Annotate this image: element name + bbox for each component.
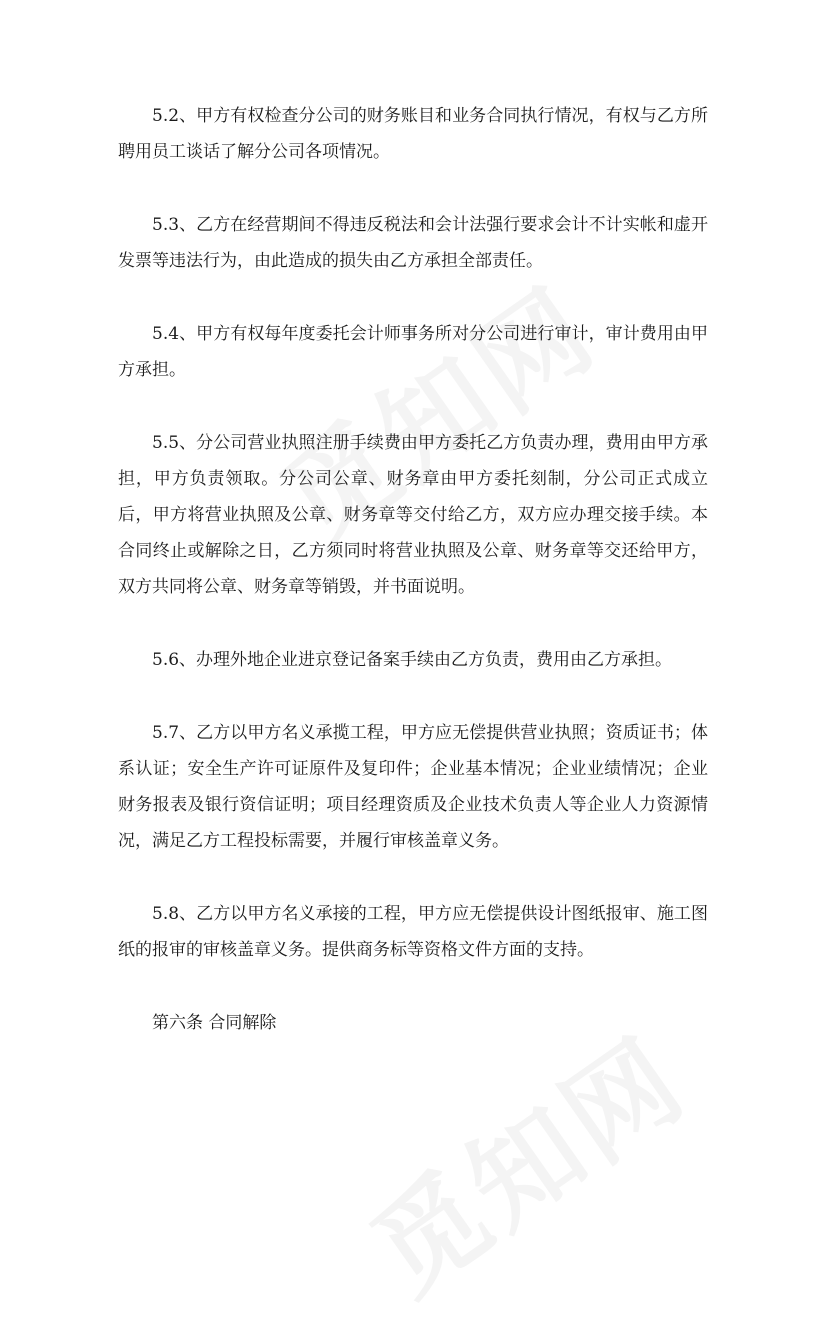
clause-5-2: 5.2、甲方有权检查分公司的财务账目和业务合同执行情况，有权与乙方所聘用员工谈话了解分公司各项情况。 [118, 106, 708, 162]
clause-5-7: 5.7、乙方以甲方名义承揽工程，甲方应无偿提供营业执照；资质证书；体系认证；安全生产许可证原件及复印件；企业基本情况；企业业绩情况；企业财务报表及银行资信证明；项目经理资质及企业技术负责人等企业人力资源情况，满足乙方工程投标需要，并履行审核盖章义务。 [118, 723, 708, 851]
clause-5-6: 5.6、办理外地企业进京登记备案手续由乙方负责，费用由乙方承担。 [152, 650, 673, 670]
clause-5-8: 5.8、乙方以甲方名义承接的工程，甲方应无偿提供设计图纸报审、施工图纸的报审的审核盖章义务。提供商务标等资格文件方面的支持。 [118, 904, 708, 960]
document-body [118, 98, 708, 1041]
section-heading: 第六条 合同解除 [152, 1013, 277, 1033]
clause-5-4: 5.4、甲方有权每年度委托会计师事务所对分公司进行审计，审计费用由甲方承担。 [118, 324, 708, 380]
watermark-lower [336, 994, 712, 1323]
clause-5-5: 5.5、分公司营业执照注册手续费由甲方委托乙方负责办理，费用由甲方承担，甲方负责领取。分公司公章、财务章由甲方委托刻制，分公司正式成立后，甲方将营业执照及公章、财务章等交付给乙方，双方应办理交接手续。本合同终止或解除之日，乙方须同时将营业执照及公章、财务章等交还给甲方，双方共同将公章、财务章等销毁，并书面说明。 [118, 433, 708, 597]
clause-5-3: 5.3、乙方在经营期间不得违反税法和会计法强行要求会计不计实帐和虚开发票等违法行为，由此造成的损失由乙方承担全部责任。 [118, 215, 708, 271]
